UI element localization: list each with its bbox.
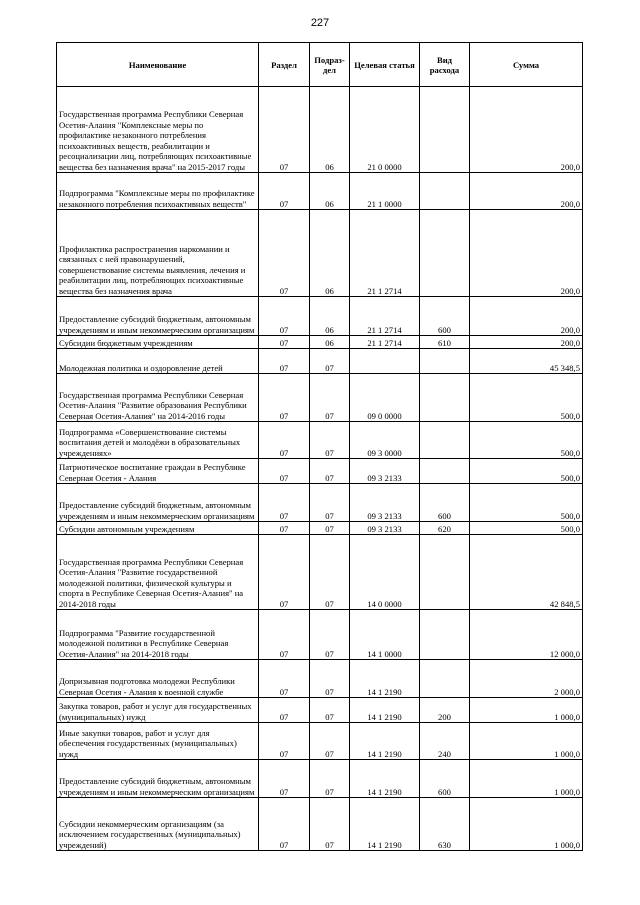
row-target: 09 3 2133 [350,484,420,522]
row-target: 14 1 2190 [350,660,420,698]
row-expense-type [420,459,470,484]
row-section: 07 [259,610,310,660]
row-target: 09 3 2133 [350,522,420,535]
row-amount: 500,0 [470,522,583,535]
row-name: Субсидии бюджетным учреждениям [57,336,259,349]
row-target: 21 0 0000 [350,87,420,173]
row-amount: 500,0 [470,459,583,484]
row-target: 14 0 0000 [350,535,420,610]
table-row [57,422,583,459]
row-subsection: 07 [310,660,350,698]
row-target: 14 1 2190 [350,798,420,851]
table-row [57,535,583,610]
row-subsection: 07 [310,459,350,484]
row-name: Закупка товаров, работ и услуг для государственных (муниципальных) нужд [57,698,259,723]
row-amount: 2 000,0 [470,660,583,698]
row-section: 07 [259,210,310,297]
header-subsection: Подраз-дел [310,43,350,87]
row-target: 21 1 0000 [350,173,420,210]
table-row [57,698,583,723]
row-expense-type: 620 [420,522,470,535]
row-name: Предоставление субсидий бюджетным, автономным учреждениям и иным некоммерческим организациям [57,760,259,798]
row-name: Субсидии автономным учреждениям [57,522,259,535]
row-section: 07 [259,798,310,851]
row-section: 07 [259,535,310,610]
row-section: 07 [259,87,310,173]
table-row [57,484,583,522]
table-row [57,459,583,484]
row-subsection: 06 [310,210,350,297]
row-amount: 200,0 [470,336,583,349]
row-amount: 200,0 [470,297,583,336]
row-subsection: 07 [310,374,350,422]
row-amount: 1 000,0 [470,760,583,798]
row-name: Молодежная политика и оздоровление детей [57,349,259,374]
row-target: 09 3 0000 [350,422,420,459]
row-target: 21 1 2714 [350,210,420,297]
row-expense-type [420,535,470,610]
row-subsection: 06 [310,336,350,349]
row-amount: 12 000,0 [470,610,583,660]
row-target: 21 1 2714 [350,336,420,349]
row-amount: 1 000,0 [470,723,583,760]
row-expense-type [420,210,470,297]
row-target [350,349,420,374]
row-section: 07 [259,660,310,698]
table-row [57,760,583,798]
row-expense-type: 600 [420,484,470,522]
row-subsection: 07 [310,484,350,522]
row-subsection: 07 [310,349,350,374]
row-expense-type [420,610,470,660]
header-section: Раздел [259,43,310,87]
row-amount: 500,0 [470,374,583,422]
row-amount: 1 000,0 [470,798,583,851]
row-target: 21 1 2714 [350,297,420,336]
table-row [57,336,583,349]
table-row [57,610,583,660]
row-target: 09 0 0000 [350,374,420,422]
row-name: Патриотическое воспитание граждан в Республике Северная Осетия - Алания [57,459,259,484]
row-section: 07 [259,698,310,723]
header-name: Наименование [57,43,259,87]
table-header-row [57,43,583,87]
row-name: Подпрограмма "Комплексные меры по профилактике незаконного потребления психоактивных веществ" [57,173,259,210]
row-amount: 200,0 [470,173,583,210]
row-section: 07 [259,297,310,336]
row-name: Предоставление субсидий бюджетным, автономным учреждениям и иным некоммерческим организациям [57,297,259,336]
table-row [57,173,583,210]
row-expense-type [420,349,470,374]
row-target: 14 1 2190 [350,698,420,723]
row-expense-type: 630 [420,798,470,851]
row-name: Иные закупки товаров, работ и услуг для обеспечения государственных (муниципальных) нужд [57,723,259,760]
row-name: Государственная программа Республики Северная Осетия-Алания "Комплексные меры по профилактике незаконного потребления психоактивных веществ, реабилитации и ресоциализации лиц, потребляющих психоактивные вещества без назначения врача" на 2015-2017 годы [57,87,259,173]
table-row [57,297,583,336]
row-expense-type: 200 [420,698,470,723]
table-row [57,522,583,535]
row-target: 09 3 2133 [350,459,420,484]
row-name: Государственная программа Республики Северная Осетия-Алания "Развитие государственной молодежной политики, физической культуры и спорта в Республике Северная Осетия-Алания" на 2014-2018 годы [57,535,259,610]
table-row [57,374,583,422]
row-expense-type [420,660,470,698]
row-section: 07 [259,336,310,349]
row-expense-type [420,87,470,173]
row-target: 14 1 2190 [350,760,420,798]
row-expense-type: 240 [420,723,470,760]
budget-table [56,42,583,851]
row-amount: 1 000,0 [470,698,583,723]
table-row [57,798,583,851]
header-expense-type: Вид расхода [420,43,470,87]
row-subsection: 07 [310,723,350,760]
row-expense-type [420,374,470,422]
row-subsection: 07 [310,535,350,610]
row-expense-type [420,173,470,210]
row-subsection: 06 [310,173,350,210]
row-name: Предоставление субсидий бюджетным, автономным учреждениям и иным некоммерческим организациям [57,484,259,522]
row-subsection: 06 [310,297,350,336]
row-subsection: 06 [310,87,350,173]
row-name: Субсидии некоммерческим организациям (за исключением государственных (муниципальных) учреждений) [57,798,259,851]
row-amount: 42 848,5 [470,535,583,610]
row-subsection: 07 [310,698,350,723]
row-subsection: 07 [310,760,350,798]
row-section: 07 [259,484,310,522]
header-target: Целевая статья [350,43,420,87]
row-section: 07 [259,522,310,535]
row-target: 14 1 2190 [350,723,420,760]
table-row [57,210,583,297]
row-section: 07 [259,760,310,798]
table-row [57,660,583,698]
row-subsection: 07 [310,522,350,535]
row-name: Подпрограмма "Развитие государственной молодежной политики в Республике Северная Осетия-Алания" на 2014-2018 годы [57,610,259,660]
table-row [57,349,583,374]
row-section: 07 [259,374,310,422]
row-section: 07 [259,349,310,374]
row-amount: 500,0 [470,484,583,522]
row-section: 07 [259,422,310,459]
row-amount: 200,0 [470,87,583,173]
row-expense-type: 600 [420,760,470,798]
row-expense-type: 610 [420,336,470,349]
row-subsection: 07 [310,422,350,459]
row-expense-type [420,422,470,459]
row-target: 14 1 0000 [350,610,420,660]
row-expense-type: 600 [420,297,470,336]
page-number: 227 [310,17,330,29]
row-section: 07 [259,459,310,484]
row-name: Подпрограмма «Совершенствование системы воспитания детей и молодёжи в образовательных учреждениях» [57,422,259,459]
header-amount: Сумма [470,43,583,87]
row-name: Государственная программа Республики Северная Осетия-Алания "Развитие образования Республики Северная Осетия-Алания" на 2014-2016 годы [57,374,259,422]
table-row [57,723,583,760]
row-subsection: 07 [310,798,350,851]
row-name: Допризывная подготовка молодежи Республики Северная Осетия - Алания к военной службе [57,660,259,698]
row-amount: 500,0 [470,422,583,459]
row-amount: 200,0 [470,210,583,297]
row-name: Профилактика распространения наркомании и связанных с ней правонарушений, совершенствование системы выявления, лечения и реабилитации лиц, потребляющих психоактивные вещества без назначения врача [57,210,259,297]
row-subsection: 07 [310,610,350,660]
row-section: 07 [259,723,310,760]
table-row [57,87,583,173]
row-section: 07 [259,173,310,210]
row-amount: 45 348,5 [470,349,583,374]
